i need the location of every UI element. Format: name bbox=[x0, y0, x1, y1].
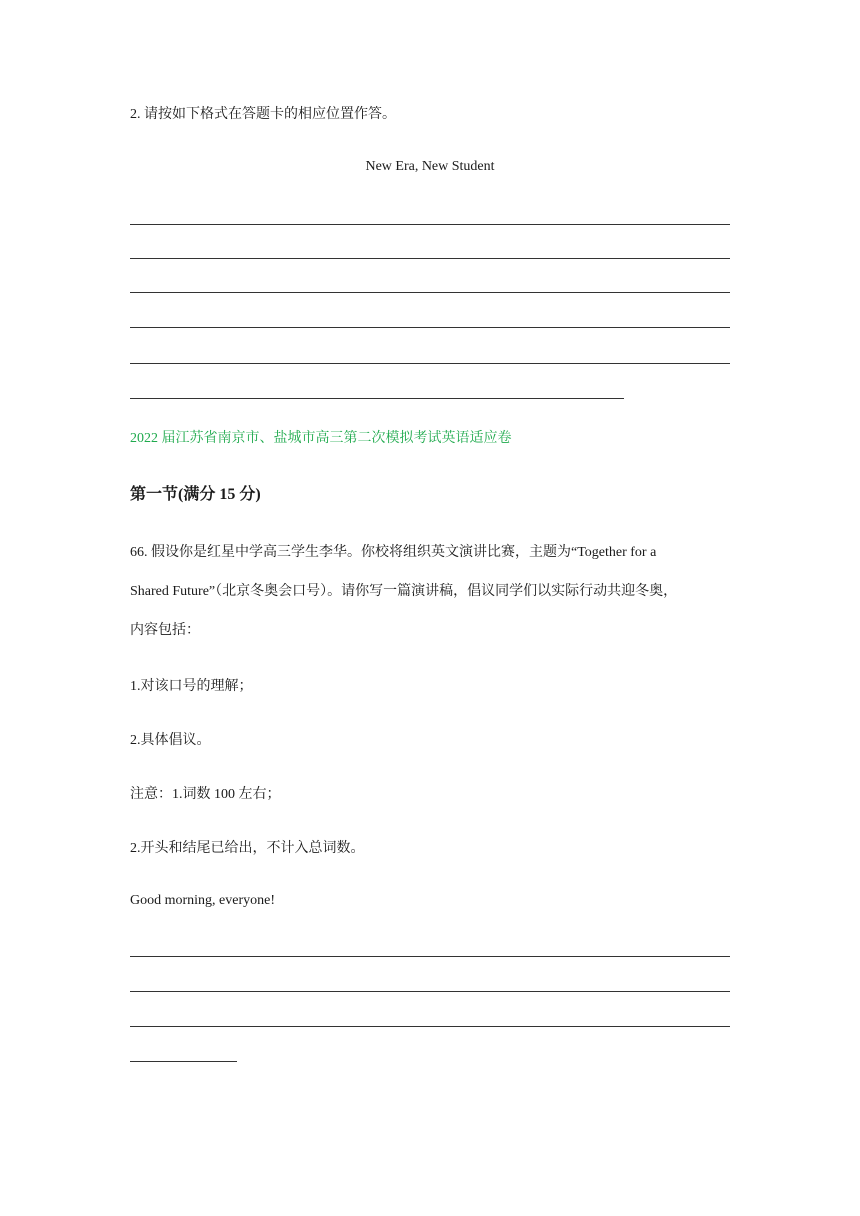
answer-line bbox=[130, 292, 730, 293]
instruction-text: 2. 请按如下格式在答题卡的相应位置作答。 bbox=[130, 107, 396, 122]
note-2: 2.开头和结尾已给出，不计入总词数。 bbox=[130, 841, 365, 856]
answer-line bbox=[130, 1061, 237, 1062]
answer-line bbox=[130, 991, 730, 992]
source-title: 2022 届江苏省南京市、盐城市高三第二次模拟考试英语适应卷 bbox=[130, 431, 512, 446]
essay-title: New Era, New Student bbox=[365, 159, 495, 174]
prompt-line: 内容包括： bbox=[130, 623, 200, 638]
prompt-line: Shared Future”（北京冬奥会口号）。请你写一篇演讲稿，倡议同学们以实际行动共迎冬奥， bbox=[130, 584, 678, 599]
answer-line bbox=[130, 1026, 730, 1027]
answer-line bbox=[130, 327, 730, 328]
answer-line bbox=[130, 956, 730, 957]
answer-line bbox=[130, 363, 730, 364]
content-point-2: 2.具体倡议。 bbox=[130, 733, 211, 748]
prompt-line: 66. 假设你是红星中学高三学生李华。你校将组织英文演讲比赛，主题为“Together for a bbox=[130, 545, 657, 560]
answer-line bbox=[130, 258, 730, 259]
answer-line bbox=[130, 224, 730, 225]
opening-line: Good morning, everyone! bbox=[130, 893, 276, 908]
answer-line bbox=[130, 398, 624, 399]
note-1: 注意：1.词数 100 左右； bbox=[130, 787, 281, 802]
content-point-1: 1.对该口号的理解； bbox=[130, 679, 253, 694]
section-heading: 第一节(满分 15 分) bbox=[130, 486, 261, 503]
